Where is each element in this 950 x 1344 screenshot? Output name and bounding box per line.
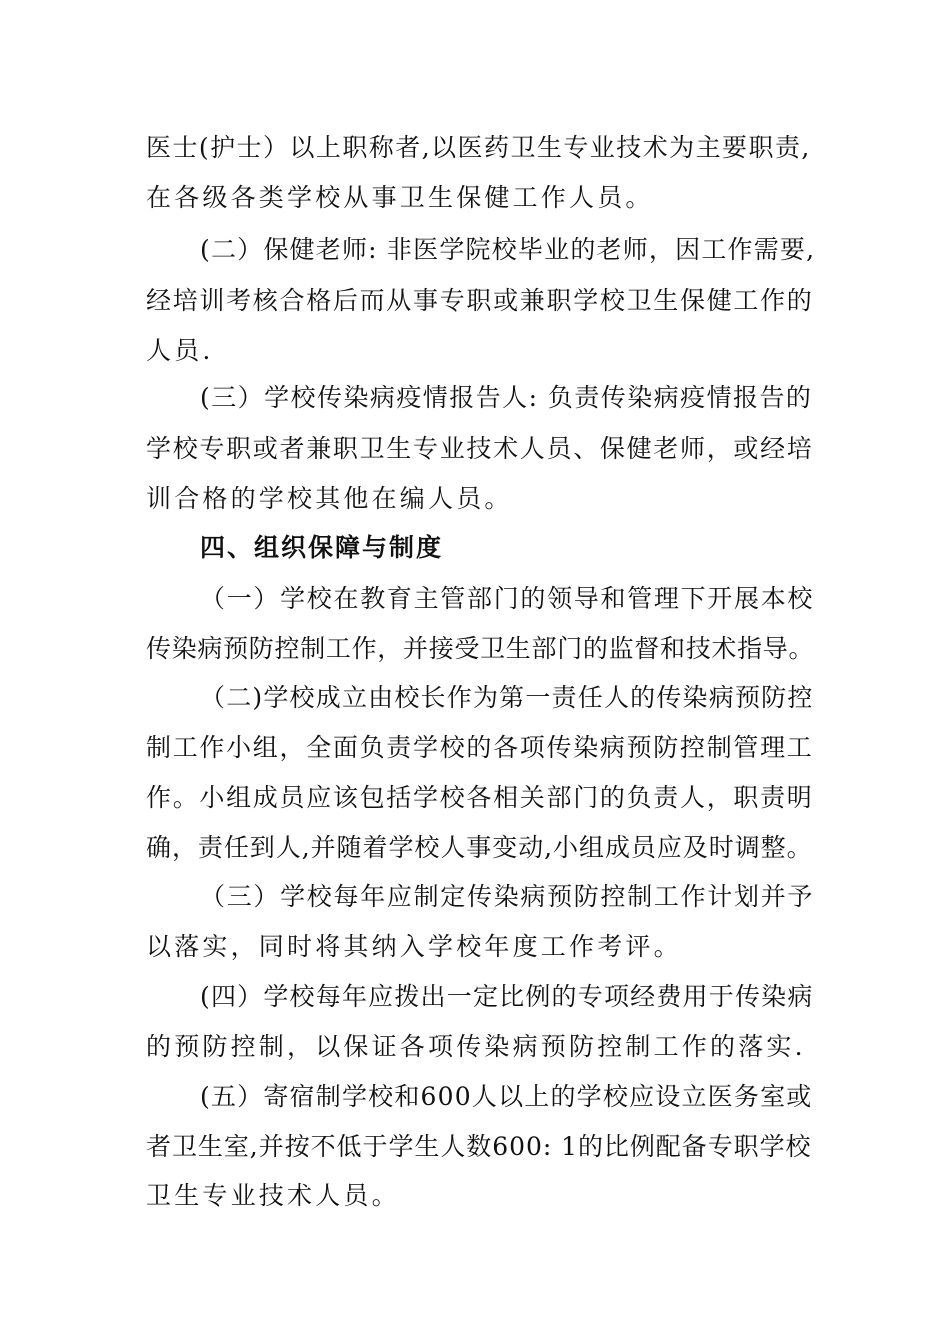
paragraph-line: （一）学校在教育主管部门的领导和管理下开展本校 xyxy=(200,584,815,613)
paragraph-line: 医士(护士）以上职称者,以医药卫生专业技术为主要职责, xyxy=(146,133,811,162)
paragraph-line: 的预防控制，以保证各项传染病预防控制工作的落实. xyxy=(146,1032,806,1061)
paragraph-line: (四）学校每年应拨出一定比例的专项经费用于传染病 xyxy=(200,982,814,1011)
paragraph-line: 学校专职或者兼职卫生专业技术人员、保健老师，或经培 xyxy=(146,434,814,463)
paragraph-line: 训合格的学校其他在编人员。 xyxy=(146,484,513,513)
paragraph-line: (五）寄宿制学校和600人以上的学校应设立医务室或 xyxy=(200,1082,813,1111)
paragraph-line: 以落实，同时将其纳入学校年度工作考评。 xyxy=(146,932,682,961)
paragraph-line: 者卫生室,并按不低于学生人数600: 1的比例配备专职学校 xyxy=(146,1132,812,1161)
paragraph-line: （三）学校每年应制定传染病预防控制工作计划并予 xyxy=(200,882,815,911)
paragraph-line: 人员. xyxy=(146,336,214,365)
paragraph-line: 卫生专业技术人员。 xyxy=(146,1181,400,1210)
paragraph-line: 经培训考核合格后而从事专职或兼职学校卫生保健工作的 xyxy=(146,286,814,315)
paragraph-line: (二）保健老师: 非医学院校毕业的老师，因工作需要, xyxy=(200,235,816,264)
paragraph-line: 传染病预防控制工作，并接受卫生部门的监督和技术指导。 xyxy=(146,634,815,663)
paragraph-line: 制工作小组，全面负责学校的各项传染病预防控制管理工 xyxy=(146,733,814,762)
paragraph-line: 在各级各类学校从事卫生保健工作人员。 xyxy=(146,183,654,212)
paragraph-line: （二)学校成立由校长作为第一责任人的传染病预防控 xyxy=(200,683,814,712)
section-heading: 四、组织保障与制度 xyxy=(200,533,444,562)
paragraph-line: (三）学校传染病疫情报告人: 负责传染病疫情报告的 xyxy=(200,383,813,412)
paragraph-line: 确，责任到人,并随着学校人事变动,小组成员应及时调整。 xyxy=(146,833,813,862)
paragraph-line: 作。小组成员应该包括学校各相关部门的负责人，职责明 xyxy=(146,783,814,812)
